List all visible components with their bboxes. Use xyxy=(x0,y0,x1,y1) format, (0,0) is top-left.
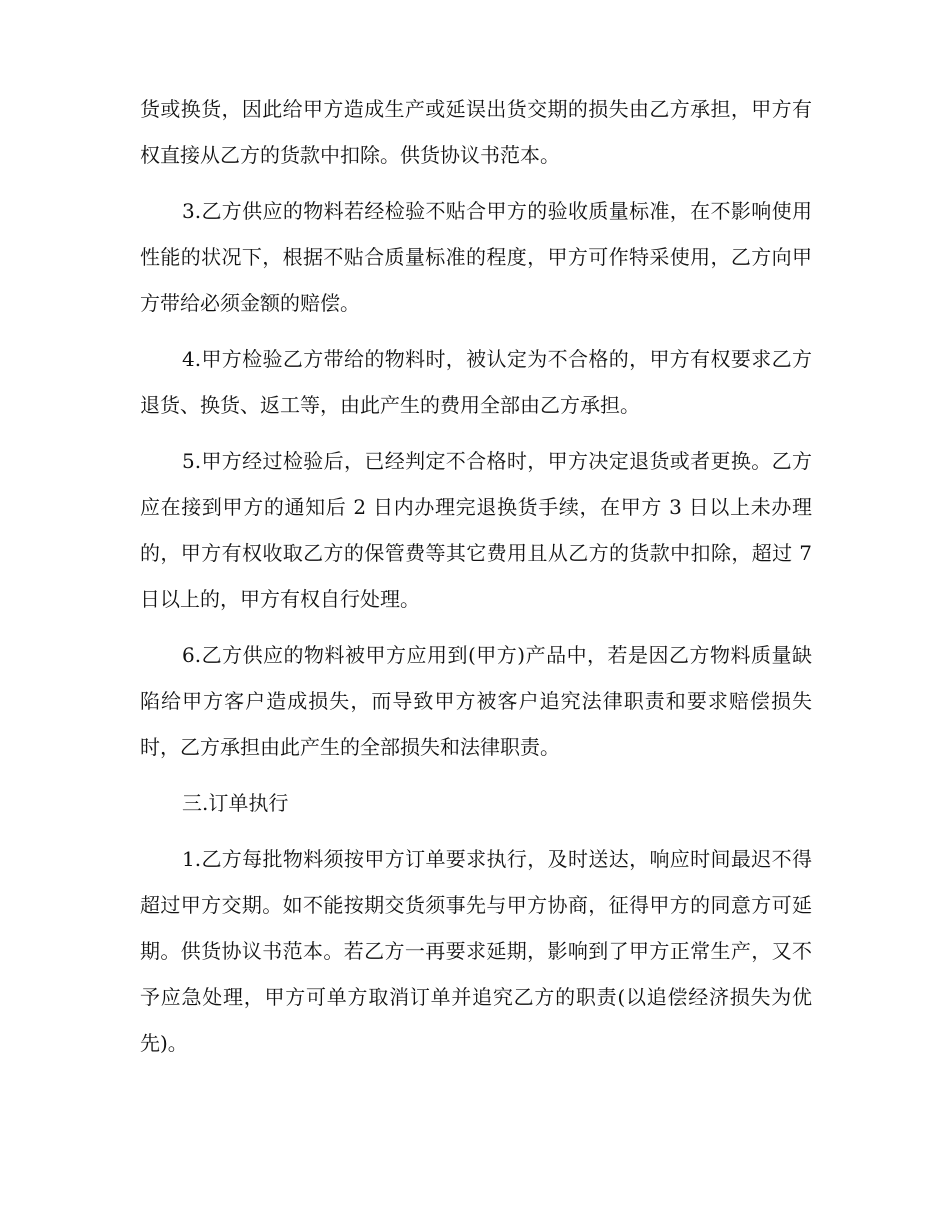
paragraph-clause-3: 3.乙方供应的物料若经检验不贴合甲方的验收质量标准，在不影响使用性能的状况下，根据不贴合质量标准的程度，甲方可作特采使用，乙方向甲方带给必须金额的赔偿。 xyxy=(140,199,812,315)
paragraph-continuation: 货或换货，因此给甲方造成生产或延误出货交期的损失由乙方承担，甲方有权直接从乙方的货款中扣除。供货协议书范本。 xyxy=(140,97,812,167)
paragraph-clause-4: 4.甲方检验乙方带给的物料时，被认定为不合格的，甲方有权要求乙方退货、换货、返工等，由此产生的费用全部由乙方承担。 xyxy=(140,347,812,417)
paragraph-order-clause-1: 1.乙方每批物料须按甲方订单要求执行，及时送达，响应时间最迟不得超过甲方交期。如不能按期交货须事先与甲方协商，征得甲方的同意方可延期。供货协议书范本。若乙方一再要求延期，影响到了甲方正常生产，又不予应急处理，甲方可单方取消订单并追究乙方的职责(以追偿经济损失为优先)。 xyxy=(140,847,812,1055)
paragraph-clause-5: 5.甲方经过检验后，已经判定不合格时，甲方决定退货或者更换。乙方应在接到甲方的通知后 2 日内办理完退换货手续，在甲方 3 日以上未办理的，甲方有权收取乙方的保管费等其它费用且从乙方的货款中扣除，超过 7 日以上的，甲方有权自行处理。 xyxy=(140,449,812,611)
section-heading-order-execution: 三.订单执行 xyxy=(182,791,289,815)
paragraph-clause-6: 6.乙方供应的物料被甲方应用到(甲方)产品中，若是因乙方物料质量缺陷给甲方客户造成损失，而导致甲方被客户追究法律职责和要求赔偿损失时，乙方承担由此产生的全部损失和法律职责。 xyxy=(140,643,812,759)
document-body xyxy=(140,86,812,1076)
